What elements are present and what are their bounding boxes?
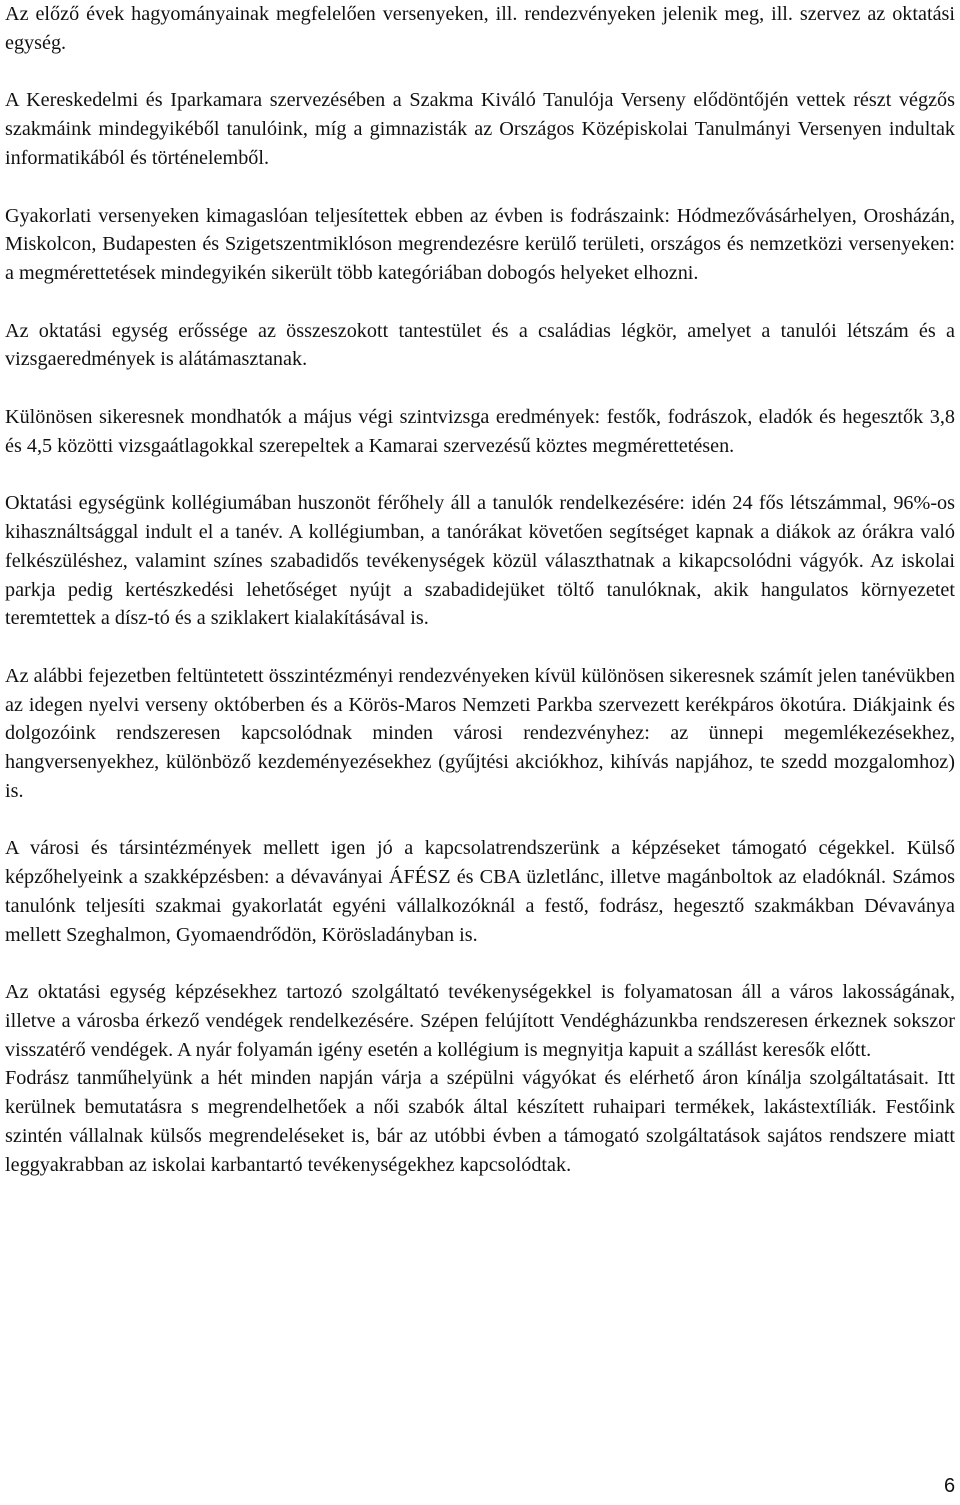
document-page bbox=[5, 0, 955, 1179]
paragraph-staff-strength: Az oktatási egység erőssége az összeszokott tantestület és a családias légkör, amelyet a tanulói létszám és a vizsgaeredmények is alátámasztanak. bbox=[5, 319, 955, 371]
paragraph-dormitory: Oktatási egységünk kollégiumában huszonöt férőhely áll a tanulók rendelkezésére: idén 24 fős létszámmal, 96%-os kihasználtsággal indult el a tanév. A kollégiumban, a tanórákat követően segítséget kapnak a diákok az órákra való felkészüléshez, valamint színes szabadidős tevékenységek közül választhatnak a kikapcsolódni vágyók. Az iskolai parkja pedig kertészkedési lehetőséget nyújt a szabadidejüket töltő tanulóknak, akik hangulatos környezetet teremtettek a dísz-tó és a sziklakert kialakításával is. bbox=[5, 492, 955, 630]
page-number: 6 bbox=[944, 1475, 956, 1497]
paragraph-hairdresser-workshop: Fodrász tanműhelyünk a hét minden napján várja a szépülni vágyókat és elérhető áron kínálja szolgáltatásait. Itt kerülnek bemutatásra s megrendelhetőek a női szabók által készített ruhaipari termékek, lakástextíliák. Festőink szintén vállalnak külsős megrendeléseket is, bár az utóbbi évben a támogató szolgáltatások sajátos rendszere miatt leggyakrabban az iskolai karbantartó tevékenységekhez kapcsolódtak. bbox=[5, 1067, 955, 1176]
paragraph-chamber-competition: A Kereskedelmi és Iparkamara szervezésében a Szakma Kiváló Tanulója Verseny elődöntőjén vettek részt végzős szakmáink mindegyikéből tanulóink, míg a gimnazisták az Országos Középiskolai Tanulmányi Versenyen indultak informatikából és történelemből. bbox=[5, 89, 955, 169]
paragraph-services-guesthouse: Az oktatási egység képzésekhez tartozó szolgáltató tevékenységekkel is folyamatosan áll a város lakosságának, illetve a városba érkező vendégek rendelkezésére. Szépen felújított Vendégházunkba rendszeresen érkeznek sokszor visszatérő vendégek. A nyár folyamán igény esetén a kollégium is megnyitja kapuit a szállást keresők előtt. bbox=[5, 981, 955, 1061]
paragraph-exam-results: Különösen sikeresnek mondhatók a május végi szintvizsga eredmények: festők, fodrászok, eladók és hegesztők 3,8 és 4,5 közötti vizsgaátlagokkal szerepeltek a Kamarai szervezésű köztes megmérettetésen. bbox=[5, 406, 955, 457]
paragraph-events-intro: Az előző évek hagyományainak megfelelően versenyeken, ill. rendezvényeken jelenik meg, ill. szervez az oktatási egység. bbox=[5, 3, 955, 54]
paragraph-city-events: Az alábbi fejezetben feltüntetett összintézményi rendezvényeken kívül különösen sikeresnek számít jelen tanévükben az idegen nyelvi verseny októberben és a Körös-Maros Nemzeti Parkba szervezett kerékpáros ökotúra. Diákjaink és dolgozóink rendszeresen kapcsolódnak minden városi rendezvényhez: az ünnepi megemlékezésekhez, hangversenyekhez, különböző kezdeményezésekhez (gyűjtési akciókhoz, kihívás napjához, te szedd mozgalomhoz) is. bbox=[5, 664, 955, 802]
paragraph-hairdresser-competitions: Gyakorlati versenyeken kimagaslóan teljesítettek ebben az évben is fodrászaink: Hódmezővásárhelyen, Orosházán, Miskolcon, Budapesten és Szigetszentmiklóson megrendezésre kerülő területi, országos és nemzetközi versenyeken: a megmérettetések mindegyikén sikerült több kategóriában dobogós helyeket elhozni. bbox=[5, 204, 955, 284]
paragraph-partner-companies: A városi és társintézmények mellett igen jó a kapcsolatrendszerünk a képzéseket támogató cégekkel. Külső képzőhelyeink a szakképzésben: a dévaványai ÁFÉSZ és CBA üzletlánc, illetve magánboltok az eladóknál. Számos tanulónk teljesíti szakmai gyakorlatát egyéni vállalkozóknál a festő, fodrász, hegesztő szakmákban Dévaványa mellett Szeghalmon, Gyomaendrődön, Körösladányban is. bbox=[5, 837, 955, 946]
